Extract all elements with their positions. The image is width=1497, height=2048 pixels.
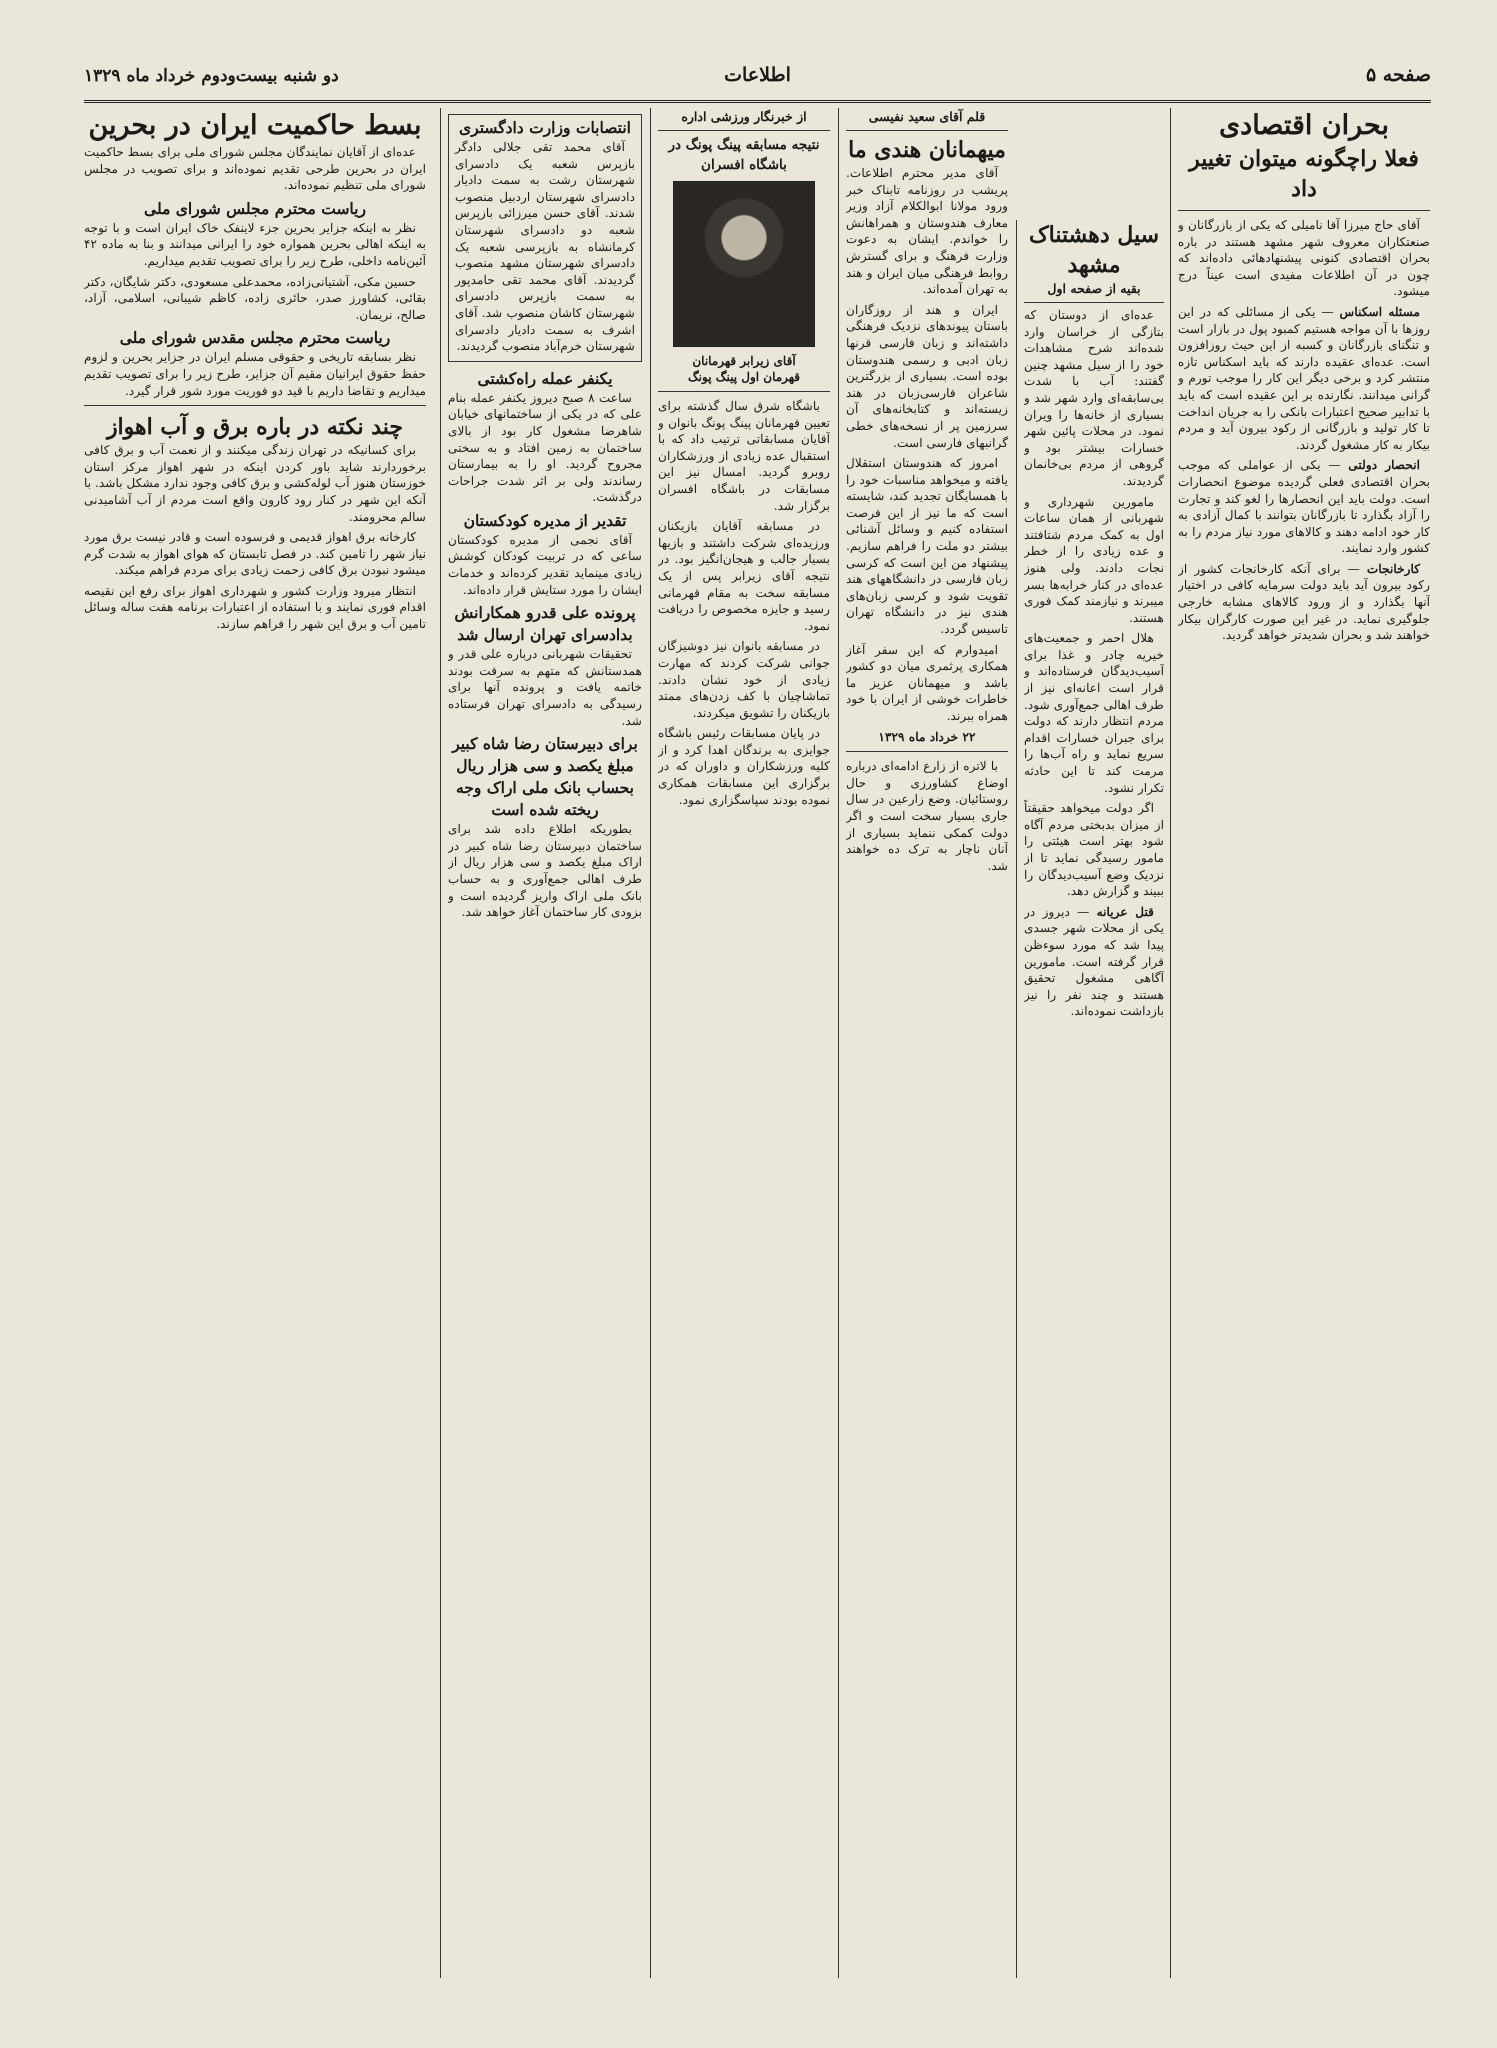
signers: حسین مکی، آشتیانی‌زاده، محمدعلی مسعودی، دکتر شایگان، دکتر بقائی، کشاورز صدر، حائری زاده، کاظم شیبانی، اسلامی، آزاد، صالح، نریمان. xyxy=(84,274,426,322)
newspaper-name: اطلاعات xyxy=(724,64,791,86)
article-paragraph: امروز که هندوستان استقلال یافته و میخواهد مناسبات خود را با همسایگان تجدید کند، شایسته است که ما نیز از این فرصت استفاده کنیم و وسائل آشنائی بیشتر دو ملت را فراهم سازیم. پیشنهاد من این است که کرسی زبان فارسی در دانشگاههای هند تقویت شود و کرسی زبان‌های هندی نیز در دانشگاه تهران تاسیس گردد. xyxy=(846,456,1008,637)
page-number: صفحه ۵ xyxy=(1365,64,1431,86)
column-mashhad-flood: سیل دهشتناک مشهد بقیه از صفحه اول عده‌ای از دوستان که بتازگی از خراسان وارد شده‌اند شرح مشاهدات خود را از سیل مشهد چنین گفتند: آب با شدت بی‌سابقه‌ای وارد شهر شد و بسیاری از خانه‌ها را ویران نمود. در محلات پائین شهر خسارات بیشتر بود و گروهی از مردم بی‌خانمان گردیدند. مامورین شهرداری و شهربانی از همان ساعات اول به کمک مردم شتافتند و عده زیادی را از خطر نجات دادند. ولی هنوز عده‌ای در کنار خرابه‌ها بسر میبرند و نیازمند کمک فوری هستند. هلال احمر و جمعیت‌های خیریه چادر و غذا برای آسیب‌دیدگان فرستاده‌اند و قرار است اعانه‌ای نیز از طرف اهالی جمع‌آوری شود. مردم انتظار دارند که دولت برای جبران خسارات اقدام سریع نماید و راه آب‌ها را مرمت کند تا این حادثه تکرار نشود. اگر دولت میخواهد حقیقتاً از میزان بدبختی مردم آگاه شود بهتر است هیئتی را مامور رسیدگی نماید تا از نزدیک وضع آسیب‌دیدگان را ببیند و گزارش دهد. قتل عریانه — دیروز در یکی از محلات شهر جسدی پیدا شد که مورد سوءظن قرار گرفته است. مامورین آگاهی مشغول تحقیق هستند و چند نفر را نیز بازداشت نموده‌اند. xyxy=(1024,222,1164,1019)
article-paragraph: تحقیقات شهربانی درباره علی قدر و همدستانش که متهم به سرقت بودند خاتمه یافت و پرونده آنها برای رسیدگی به دادسرای تهران فرستاده شد. xyxy=(448,647,642,728)
article-paragraph: مامورین شهرداری و شهربانی از همان ساعات اول به کمک مردم شتافتند و عده زیادی را از خطر نجات دادند. ولی هنوز عده‌ای در کنار خرابه‌ها بسر میبرند و نیازمند کمک فوری هستند. xyxy=(1024,494,1164,625)
article-paragraph: ساعت ۸ صبح دیروز یکنفر عمله بنام علی که در یکی از ساختمانهای خیابان شاهرضا مشغول کار بود از بالای ساختمان به زمین افتاد و به سختی مجروح گردید. او را به بیمارستان رساندند ولی بر اثر شدت جراحات درگذشت. xyxy=(448,390,642,505)
headline-ping-pong: نتیجه مسابقه پینگ پونگ در باشگاه افسران xyxy=(668,137,820,173)
article-paragraph: امیدوارم که این سفر آغاز همکاری پرثمری میان دو کشور باشد و میهمانان عزیز ما خاطرات خوشی از ایران با خود همراه ببرند. xyxy=(846,642,1008,723)
column-bahrain xyxy=(84,108,426,1978)
column-rule xyxy=(1016,220,1017,1978)
section-heading: پرونده علی قدرو همکارانش بدادسرای تهران ارسال شد xyxy=(454,603,636,645)
issue-date: دو شنبه بیست‌ودوم خرداد ماه ۱۳۲۹ xyxy=(84,66,339,86)
headline-indian-guests: میهمانان هندی ما xyxy=(848,137,1006,163)
dateline: ۲۲ خرداد ماه ۱۳۲۹ xyxy=(878,729,976,744)
article-intro: عده‌ای از آقایان نمایندگان مجلس شورای ملی برای بسط حاکمیت ایران در بحرین طرحی تقدیم نموده‌اند و برای تصویب در مجلس شورای ملی تنظیم نموده‌اند. xyxy=(84,145,426,193)
article-paragraph: در مسابقه آقایان بازیکنان ورزیده‌ای شرکت داشتند و بازیها بسیار جالب و هیجان‌انگیز بود. در نتیجه آقای زیرابر پس از یک مسابقه سخت به مقام قهرمانی رسید و جایزه مخصوص را دریافت نمود. xyxy=(658,519,830,633)
article-paragraph: عده‌ای از دوستان که بتازگی از خراسان وارد شده‌اند شرح مشاهدات خود را از سیل مشهد چنین گفتند: آب با شدت بی‌سابقه‌ای وارد شهر شد و بسیاری از خانه‌ها را ویران نمود. در محلات پائین شهر خسارات بیشتر بود و گروهی از مردم بی‌خانمان گردیدند. xyxy=(1024,308,1164,488)
headline-bahrain: بسط حاکمیت ایران در بحرین xyxy=(88,110,422,141)
divider xyxy=(84,405,426,406)
section-heading: ریاست محترم مجلس شورای ملی xyxy=(144,198,366,218)
section-body: یکی از مسائلی که در این روزها با آن مواجه هستیم کمبود پول در بازار است و تنگنای بازرگانان و کسبه از این حیث روزافزون است. عده‌ای عقیده دارند که باید اسکناس تازه منتشر کرد و برخی دیگر این کار را موجب تورم و گرانی میدانند. نگارنده بر این عقیده است که باید با تدابیر صحیح اعتبارات بانکی را به جریان انداخت تا کار تولید و بازرگانی از رکود بیرون آید و مردم بیکار به کار مشغول گردند. xyxy=(1178,304,1430,452)
article-paragraph: بطوریکه اطلاع داده شد برای ساختمان دبیرستان رضا شاه کبیر در اراک مبلغ یکصد و سی هزار ریال از طرف اهالی جمع‌آوری و به حساب بانک ملی اراک واریز گردیده است و بزودی کار ساختمان آغاز خواهد شد. xyxy=(448,822,642,920)
headline-economic-crisis: بحران اقتصادی xyxy=(1219,110,1389,141)
section-heading: برای دبیرستان رضا شاه کبیر مبلغ یکصد و سی هزار ریال بحساب بانک ملی اراک وجه ریخته شده است xyxy=(452,734,638,820)
column-economic-crisis: بحران اقتصادی فعلا راچگونه میتوان تغییر داد آقای حاج میرزا آقا نامیلی که یکی از بازرگانان و صنعتکاران معروف شهر مشهد هستند در باره بحران اقتصادی کنونی پیشنهادهائی داده‌اند که چون در آن اطلاعات مفیدی است عیناً درج میشود. مسئله اسکناس — یکی از مسائلی که در این روزها با آن مواجه هستیم کمبود پول در بازار است و تنگنای بازرگانان و کسبه از این حیث روزافزون است. عده‌ای عقیده دارند که باید اسکناس تازه منتشر کرد و برخی دیگر این کار را موجب تورم و گرانی میدانند. نگارنده بر این عقیده است که باید با تدابیر صحیح اعتبارات بانکی را به جریان انداخت تا کار تولید و بازرگانی از رکود بیرون آید و مردم بیکار به کار مشغول گردند. انحصار دولتی — یکی از عواملی که موجب بحران اقتصادی فعلی گردیده موضوع انحصارات است. دولت باید این انحصارها را لغو کند و تجارت را آزاد بگذارد تا بازرگانان بتوانند با کمال آزادی به کار خود ادامه دهند و کالاهای مورد نیاز مردم را به کشور وارد نمایند. کارخانجات — برای آنکه کارخانجات کشور از رکود بیرون آید باید دولت سرمایه کافی در اختیار آنها بگذارد و از ورود کالاهای مشابه خارجی جلوگیری نماید. در غیر این صورت کارگران بیکار خواهند شد و بحران شدیدتر خواهد گردید. xyxy=(1178,110,1430,643)
photo-caption: قهرمان اول پینگ پونگ xyxy=(687,370,801,384)
article-paragraph: با لاتره از زارع ادامه‌ای درباره اوضاع کشاورزی و حال روستائیان. وضع زارعین در سال جاری بسیار سخت است و اگر دولت کمکی ننماید بسیاری از آنان ناچار به ترک ده خواهند شد. xyxy=(846,759,1008,873)
divider xyxy=(1178,210,1430,211)
section-body: یکی از عواملی که موجب بحران اقتصادی فعلی گردیده موضوع انحصارات است. دولت باید این انحصارها را لغو کند و تجارت را آزاد بگذارد تا بازرگانان بتوانند با کمال آزادی به کار خود ادامه دهند و کالاهای مورد نیاز مردم را به کشور وارد نمایند. xyxy=(1178,458,1430,556)
subheadline-economic-crisis: فعلا راچگونه میتوان تغییر داد xyxy=(1189,146,1419,202)
divider xyxy=(658,391,830,392)
article-paragraph: آقای نجمی از مدیره کودکستان ساعی که در تربیت کودکان کوشش زیادی مینماید تقدیر کرده‌اند و خدمات ایشان را مورد ستایش قرار داده‌اند. xyxy=(448,532,642,597)
kicker: از خبرنگار ورزشی اداره xyxy=(658,108,830,131)
section-title: کارخانجات xyxy=(1366,561,1421,576)
article-paragraph: کارخانه برق اهواز قدیمی و فرسوده است و قادر نیست برق مورد نیاز شهر را تامین کند. در فصل تابستان که هوای اهواز به شدت گرم میشود نبودن برق کافی زحمت زیادی برای مردم فراهم میکند. xyxy=(84,530,426,578)
section-heading: ریاست محترم مجلس مقدس شورای ملی xyxy=(119,328,391,348)
column-rule xyxy=(1170,108,1171,1978)
photo-caption: آقای زیرابر قهرمانان xyxy=(692,354,796,368)
column-rule xyxy=(650,108,651,1978)
section-body: دیروز در یکی از محلات شهر جسدی پیدا شد که مورد سوءظن قرار گرفته است. مامورین آگاهی مشغول تحقیق هستند و چند نفر را نیز بازداشت نموده‌اند. xyxy=(1024,904,1164,1019)
continued-from: بقیه از صفحه اول xyxy=(1024,280,1164,303)
section-heading: تقدیر از مدیره کودکستان xyxy=(463,510,627,530)
article-paragraph: نظر به اینکه جزایر بحرین جزء لاینفک خاک ایران است و با توجه به اینکه اهالی بحرین همواره خود را ایرانی میدانند و بنا به ماده ۴۲ آئین‌نامه داخلی، طرح زیر را برای تصویب تقدیم میداریم. xyxy=(84,220,426,268)
article-paragraph: آقای محمد تقی جلالی دادگر بازپرس شعبه یک دادسرای شهرستان رشت به سمت دادیار دادسرای شهرستان اردبیل منصوب شدند. آقای حسن میرزائی بازپرس شعبه دو دادسرای شهرستان کرمانشاه به بازپرسی شعبه یک دادسرای شهرستان مشهد منصوب گردیدند. آقای محمد تقی حامدپور به سمت بازپرس دادسرای شهرستان کاشان منصوب شد. آقای اشرف به سمت دادیار دادسرای شهرستان خرم‌آباد منصوب گردیدند. xyxy=(455,140,635,354)
article-paragraph: آقای مدیر محترم اطلاعات. پریشب در روزنامه تابناک خبر ورود مولانا ابوالکلام آزاد وزیر معارف هندوستان و همراهانش را خواندم. ایشان به دعوت وزارت فرهنگ و برای گسترش روابط فرهنگی میان ایران و هند به تهران آمده‌اند. xyxy=(846,166,1008,297)
article-paragraph: نظر بسابقه تاریخی و حقوقی مسلم ایران در جزایر بحرین و لزوم حفظ حقوق ایرانیان مقیم آن جزایر، طرح زیر را برای تصویب تقدیم میداریم و تقاضا داریم با قید دو فوریت مورد شور قرار گیرد. xyxy=(84,350,426,398)
byline: قلم آقای سعید نفیسی xyxy=(846,108,1008,131)
article-paragraph: باشگاه شرق سال گذشته برای تعیین قهرمانان پینگ پونگ بانوان و آقایان مسابقاتی ترتیب داد که با استقبال عده زیادی از ورزشکاران روبرو گردید. امسال نیز این مسابقات در باشگاه افسران برگزار شد. xyxy=(658,399,830,513)
section-title: قتل عریانه xyxy=(1096,904,1154,919)
article-paragraph: اگر دولت میخواهد حقیقتاً از میزان بدبختی مردم آگاه شود بهتر است هیئتی را مامور رسیدگی نماید تا از نزدیک وضع آسیب‌دیدگان را ببیند و گزارش دهد. xyxy=(1024,801,1164,899)
article-paragraph: هلال احمر و جمعیت‌های خیریه چادر و غذا برای آسیب‌دیدگان فرستاده‌اند و قرار است اعانه‌ای نیز از طرف اهالی جمع‌آوری شود. مردم انتظار دارند که دولت برای جبران خسارات اقدام سریع نماید و راه آب‌ها را مرمت کند تا این حادثه تکرار نشود. xyxy=(1024,631,1164,795)
article-paragraph: انتظار میرود وزارت کشور و شهرداری اهواز برای رفع این نقیصه اقدام فوری نمایند و با استفاده از اعتبارات برنامه هفت ساله وسائل تامین آب و برق این شهر را فراهم سازند. xyxy=(84,583,426,632)
divider xyxy=(846,751,1008,752)
column-rule xyxy=(440,108,441,1978)
article-paragraph: ایران و هند از روزگاران باستان پیوندهای نزدیک فرهنگی داشته‌اند و زبان فارسی قرنها زبان ادبی و رسمی هندوستان بوده است. بسیاری از بزرگترین شاعران فارسی‌زبان در هند زیسته‌اند و کتابخانه‌های آن سرزمین پر از نسخه‌های خطی گرانبهای فارسی است. xyxy=(846,302,1008,450)
column-court-news xyxy=(448,108,642,1978)
section-heading: انتصابات وزارت دادگستری xyxy=(459,118,631,137)
champion-photo xyxy=(673,181,815,347)
article-paragraph: در پایان مسابقات رئیس باشگاه جوایزی به برندگان اهدا کرد و از کلیه ورزشکاران و داوران که در برگزاری این مسابقات همکاری نموده بودند سپاسگزاری نمود. xyxy=(658,726,830,807)
article-paragraph: در مسابقه بانوان نیز دوشیزگان جوانی شرکت کردند که مهارت زیادی از خود نشان دادند. تماشاچیان با کف زدن‌های ممتد بازیکنان را تشویق میکردند. xyxy=(658,639,830,720)
column-indian-guests xyxy=(846,108,1008,1978)
article-paragraph: برای کسانیکه در تهران زندگی میکنند و از نعمت آب و برق کافی برخوردارند شاید باور کردن اینکه در شهر اهواز مرکز استان خوزستان هنوز آب لوله‌کشی و برق کافی وجود ندارد مشکل باشد. با آنکه این شهر در کنار رود کارون واقع است مردم از آب آشامیدنی سالم محرومند. xyxy=(84,443,426,524)
article-intro: آقای حاج میرزا آقا نامیلی که یکی از بازرگانان و صنعتکاران معروف شهر مشهد هستند در باره بحران اقتصادی کنونی پیشنهادهائی داده‌اند که چون در آن اطلاعات مفیدی است عیناً درج میشود. xyxy=(1178,218,1430,299)
column-rule xyxy=(838,108,839,1978)
section-title: انحصار دولتی xyxy=(1348,458,1421,473)
headline-mashhad-flood: سیل دهشتناک مشهد xyxy=(1028,222,1160,278)
column-ping-pong xyxy=(658,108,830,1978)
headline-ahvaz: چند نکته در باره برق و آب اهواز xyxy=(106,414,404,441)
section-body: برای آنکه کارخانجات کشور از رکود بیرون آید باید دولت سرمایه کافی در اختیار آنها بگذارد و از ورود کالاهای مشابه خارجی جلوگیری نماید. در غیر این صورت کارگران بیکار خواهند شد و بحران شدیدتر خواهد گردید. xyxy=(1178,561,1430,643)
masthead xyxy=(84,58,1431,103)
section-heading: یکنفر عمله راه‌کشتی xyxy=(477,368,613,388)
section-title: مسئله اسکناس xyxy=(1339,304,1421,319)
